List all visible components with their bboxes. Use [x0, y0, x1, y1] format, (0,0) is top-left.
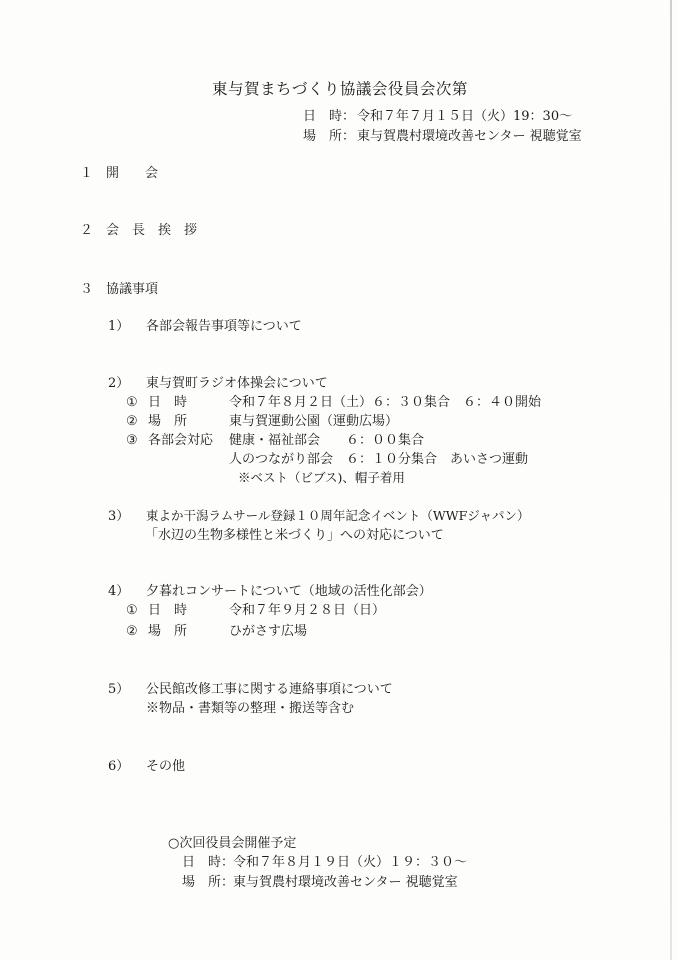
- item-2-title: 東与賀町ラジオ体操会について: [146, 376, 328, 391]
- item-4-detail-1-value: 令和７年９月２８日（日）: [229, 603, 386, 618]
- item-1-number: 1）: [108, 319, 130, 334]
- item-6-number: 6）: [108, 759, 130, 774]
- next-meeting-place-value: 東与賀農村環境改善センター 視聴覚室: [233, 875, 458, 890]
- item-2-detail-3-value-2: 人のつながり部会 ６：１０分集合 あいさつ運動: [229, 452, 529, 467]
- meeting-place-label: 場 所：: [303, 129, 356, 144]
- next-meeting-date-value: 令和７年８月１９日（火）１９：３０～: [233, 855, 468, 870]
- item-3-subtitle: 「水辺の生物多様性と米づくり」への対応について: [145, 528, 444, 543]
- section-1-label: 開 会: [106, 166, 159, 181]
- section-2-number: ２: [80, 223, 94, 238]
- meeting-place-value: 東与賀農村環境改善センター 視聴覚室: [357, 129, 582, 144]
- meeting-date-label: 日 時：: [303, 109, 356, 124]
- item-2-detail-1-mark: ①: [126, 395, 138, 410]
- item-4-detail-1-mark: ①: [126, 603, 138, 618]
- item-4-detail-2-mark: ②: [126, 624, 138, 639]
- section-2-label: 会 長 挨 拶: [106, 223, 198, 238]
- item-2-detail-1-value: 令和７年８月２日（土）６：３０集合 ６：４０開始: [229, 395, 542, 410]
- section-3-number: ３: [80, 282, 94, 297]
- section-3-label: 協議事項: [106, 282, 159, 297]
- meeting-date-value: 令和７年７月１５日（火）19：30～: [357, 109, 573, 124]
- next-meeting-heading: ○次回役員会開催予定: [168, 836, 297, 851]
- item-4-detail-2-label: 場 所: [148, 624, 188, 639]
- item-2-detail-3-note: ※ベスト（ビブス)、帽子着用: [238, 470, 405, 485]
- next-meeting-date-label: 日 時：: [182, 855, 235, 870]
- item-2-detail-1-label: 日 時: [148, 395, 188, 410]
- item-4-number: 4）: [108, 584, 130, 599]
- item-2-detail-3-value: 健康・福祉部会 ６：００集合: [229, 433, 425, 448]
- item-4-detail-1-label: 日 時: [148, 603, 188, 618]
- item-4-title: 夕暮れコンサートについて（地域の活性化部会）: [146, 584, 432, 599]
- item-5-number: 5）: [108, 682, 130, 697]
- item-1-title: 各部会報告事項等について: [146, 319, 302, 334]
- item-4-detail-2-value: ひがさす広場: [229, 624, 308, 639]
- item-3-number: 3）: [108, 509, 130, 524]
- item-2-detail-3-mark: ③: [126, 433, 138, 448]
- next-meeting-place-label: 場 所：: [182, 875, 235, 890]
- item-2-detail-2-value: 東与賀運動公園（運動広場）: [229, 414, 399, 429]
- page-title: 東与賀まちづくり協議会役員会次第: [212, 80, 468, 98]
- item-6-title: その他: [146, 759, 186, 774]
- section-1-number: １: [80, 166, 94, 181]
- item-2-detail-2-label: 場 所: [148, 414, 188, 429]
- item-2-number: 2）: [108, 376, 130, 391]
- item-2-detail-3-label: 各部会対応: [148, 433, 214, 448]
- item-3-title: 東よか干潟ラムサール登録１０周年記念イベント（WWFジャパン）: [146, 508, 530, 523]
- item-5-title: 公民館改修工事に関する連絡事項について: [146, 682, 393, 697]
- item-5-note: ※物品・書類等の整理・搬送等含む: [146, 701, 355, 716]
- item-2-detail-2-mark: ②: [126, 414, 138, 429]
